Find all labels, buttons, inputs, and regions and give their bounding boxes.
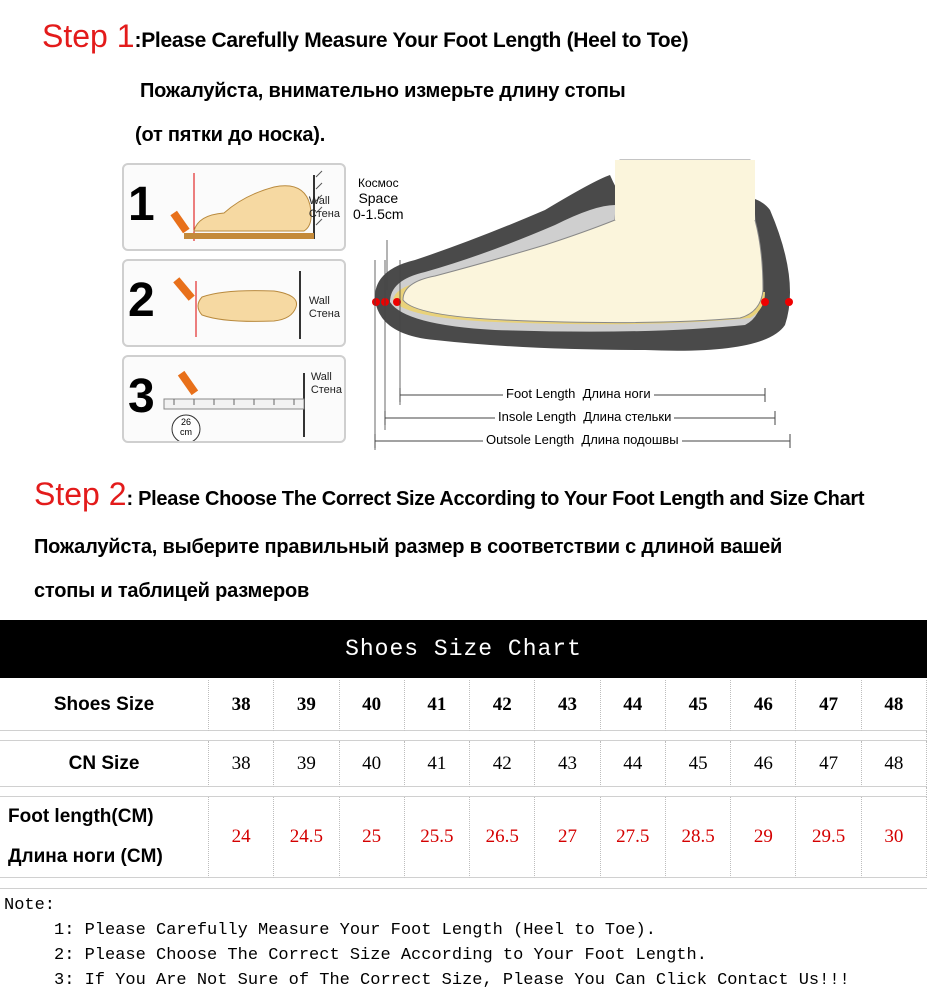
size-cell: 47 [796,741,861,787]
step1-ru-line1: Пожалуйста, внимательно измерьте длину стопы [140,80,626,102]
table-spacer [0,787,927,797]
wall-ru: Стена [308,208,340,220]
size-cell: 44 [601,741,666,787]
step2-label: Step 2 [34,476,127,512]
outsole-length-label: Outsole Length Длина подошвы [483,432,682,447]
wall-ru: Стена [310,384,342,396]
size-cell: 48 [862,741,927,787]
space-ru: Космос [357,176,399,190]
wall-label [309,195,340,221]
size-cell: 38 [209,680,274,731]
length-cell: 24.5 [274,797,339,878]
size-cell: 45 [666,741,731,787]
table-row-shoes-size [0,680,927,731]
note-title: Note: [4,896,56,915]
size-cell: 40 [340,741,405,787]
ruler-unit: cm [180,427,192,437]
foot-length-en: Foot length(CM) [8,806,154,827]
insole-length-label: Insole Length Длина стельки [495,409,674,424]
step2-ru-line1: Пожалуйста, выберите правильный размер в соответствии с длиной вашей [34,536,783,558]
measure-panel-1 [122,163,346,251]
step2-ru-line2: стопы и таблицей размеров [34,580,310,602]
shoe-length-diagram [345,150,805,460]
length-cell: 28.5 [666,797,731,878]
measure-panel-3 [122,355,346,443]
ruler-icon [124,357,346,443]
note-item: 2: Please Choose The Correct Size According to Your Foot Length. [54,946,707,965]
size-cell: 40 [340,680,405,731]
size-chart-title: Shoes Size Chart [0,620,927,678]
panel-number: 2 [128,274,155,327]
notes-section [0,888,927,1001]
spacer-cell [0,731,927,741]
row-label [0,797,209,878]
space-en: Space [358,190,399,206]
panel-number: 1 [128,178,155,231]
step1-heading [42,18,688,55]
length-cell: 24 [209,797,274,878]
foot-length-label: Foot Length Длина ноги [503,386,654,401]
size-cell: 45 [666,680,731,731]
length-cell: 25.5 [405,797,470,878]
table-row-cn-size [0,741,927,787]
size-cell: 43 [535,741,600,787]
size-cell: 39 [274,741,339,787]
size-cell: 41 [405,741,470,787]
size-cell: 44 [601,680,666,731]
spacer-cell [0,787,927,797]
size-cell: 48 [862,680,927,731]
wall-label [309,295,340,321]
size-cell: 41 [405,680,470,731]
length-cell: 30 [862,797,927,878]
note-item: 1: Please Carefully Measure Your Foot Length (Heel to Toe). [54,921,656,940]
space-range: 0-1.5cm [353,206,404,222]
size-chart-table [0,680,927,878]
length-cell: 29 [731,797,796,878]
foot-length-ru: Длина ноги (CM) [8,846,163,867]
size-cell: 42 [470,680,535,731]
size-cell: 46 [731,741,796,787]
length-cell: 27 [535,797,600,878]
wall-ru: Стена [308,308,340,320]
step2-heading [34,476,864,513]
step1-ru-line2: (от пятки до носка). [135,124,326,146]
wall-label [311,371,342,397]
step2-text: : Please Choose The Correct Size According to Your Foot Length and Size Chart [126,488,865,510]
size-cell: 43 [535,680,600,731]
size-cell: 46 [731,680,796,731]
ruler-value [176,417,196,437]
step1-label: Step 1 [42,18,135,54]
wall-en: Wall [310,371,332,383]
size-cell: 47 [796,680,861,731]
space-label [353,176,404,223]
size-cell: 38 [209,741,274,787]
length-cell: 25 [340,797,405,878]
size-cell: 42 [470,741,535,787]
length-cell: 29.5 [796,797,861,878]
row-label: Shoes Size [0,680,209,731]
ruler-number: 26 [180,417,191,427]
size-cell: 39 [274,680,339,731]
table-spacer [0,731,927,741]
note-item: 3: If You Are Not Sure of The Correct Size, Please You Can Click Contact Us!!! [54,971,850,990]
wall-en: Wall [308,295,330,307]
wall-en: Wall [308,195,330,207]
row-label: CN Size [0,741,209,787]
measure-panel-2 [122,259,346,347]
table-row-foot-length [0,797,927,878]
length-cell: 26.5 [470,797,535,878]
length-cell: 27.5 [601,797,666,878]
step1-text: :Please Carefully Measure Your Foot Length (Heel to Toe) [134,29,689,52]
panel-number: 3 [128,370,155,423]
